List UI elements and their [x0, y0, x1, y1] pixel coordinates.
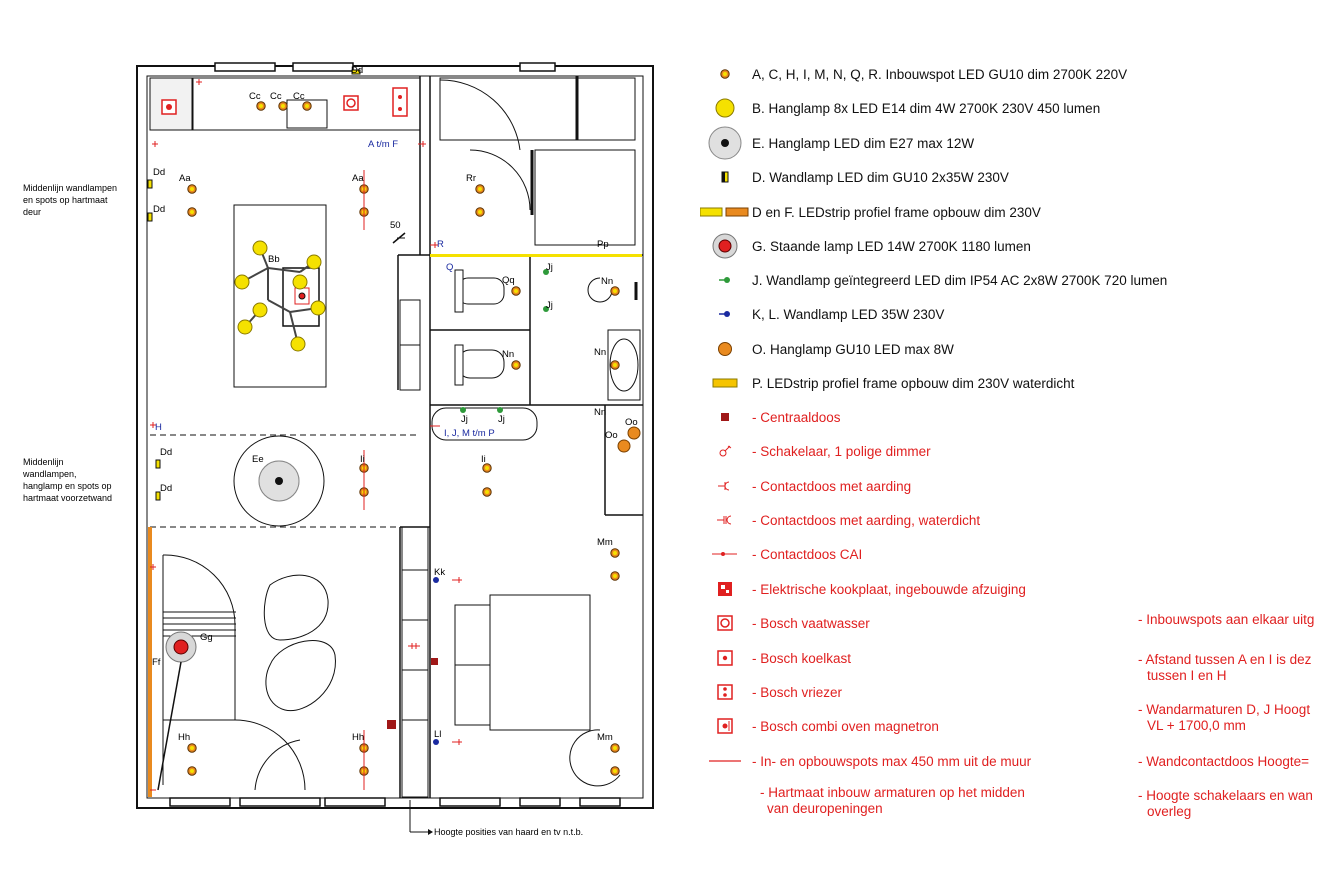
chandelier-bulbs	[235, 241, 325, 351]
right-note-3-l1: - Wandarmaturen D, J Hoogt	[1138, 702, 1311, 717]
label-pp: Pp	[597, 239, 609, 250]
legend-note-line-2: van deuropeningen	[767, 801, 883, 816]
cai-socket-icon	[711, 549, 739, 559]
dimmer-switch-icon	[718, 444, 732, 458]
legend-row-pendant-e	[700, 132, 974, 154]
legend-row-socket-wp	[700, 509, 980, 531]
legend-row-pendant-o	[700, 338, 954, 360]
green-wall-lamp-icon	[718, 275, 732, 285]
legend-row-floor-g	[700, 235, 1031, 257]
legend-row-wall-kl	[700, 303, 944, 325]
legend-text: O. Hanglamp GU10 LED max 8W	[752, 341, 954, 357]
label-dd-4: Dd	[160, 483, 173, 494]
socket-icon	[717, 480, 733, 492]
label-nn-2: Nn	[502, 349, 515, 360]
dishwasher-icon	[717, 615, 733, 631]
living-furniture	[163, 555, 335, 790]
kitchen-island	[234, 205, 326, 387]
legend-text: D en F. LEDstrip profiel frame opbouw dim 230V	[752, 204, 1041, 220]
label-dd-top: Dd	[351, 65, 364, 76]
label-gg: Gg	[200, 632, 213, 643]
label-nn-1: Nn	[601, 276, 614, 287]
legend-text: A, C, H, I, M, N, Q, R. Inbouwspot LED GU10 dim 2700K 220V	[752, 66, 1128, 82]
note-midline1-l2: en spots op hartmaat	[23, 195, 108, 205]
label-aa-2: Aa	[352, 173, 364, 184]
label-oo-2: Oo	[625, 417, 638, 428]
right-note-1-l1: - Inbouwspots aan elkaar uitg	[1138, 612, 1315, 627]
label-aa-1: Aa	[179, 173, 191, 184]
label-hh-2: Hh	[352, 732, 365, 743]
right-note-4-l1: - Wandcontactdoos Hoogte=	[1138, 754, 1309, 769]
label-mm-1: Mm	[597, 537, 613, 548]
label-mm-2: Mm	[597, 732, 613, 743]
red-line-icon	[708, 758, 742, 764]
label-hh-1: Hh	[178, 732, 191, 743]
legend-row-pendant-b	[700, 97, 1100, 119]
label-ff: Ff	[152, 657, 161, 668]
label-dd-3: Dd	[160, 447, 173, 458]
label-fifty: 50	[390, 220, 401, 231]
legend-row-socket	[700, 475, 911, 497]
label-qq: Qq	[502, 275, 515, 286]
label-ii-1: Ii	[360, 454, 365, 465]
note-midline2-l3: hanglamp en spots op	[23, 481, 112, 491]
cabinets	[400, 300, 428, 797]
legend-text: D. Wandlamp LED dim GU10 2x35W 230V	[752, 169, 1009, 185]
junction-box-icon	[719, 411, 731, 423]
legend-row-red-line	[700, 750, 1031, 772]
legend-row-wall-j	[700, 269, 1167, 291]
legend-text: - Contactdoos met aarding, waterdicht	[752, 512, 981, 528]
label-ijm: I, J, M t/m P	[444, 428, 495, 439]
right-note-2-l2: tussen I en H	[1147, 668, 1227, 683]
closets	[440, 76, 635, 245]
socket-waterproof-icon	[716, 514, 734, 526]
note-midline1-l3: deur	[23, 207, 42, 217]
floor-lamp-gg	[158, 632, 196, 790]
led-strip-icon	[700, 206, 750, 218]
label-h: H	[155, 422, 162, 433]
legend-row-strip-df	[700, 201, 1041, 223]
note-midline2-l2: wandlampen,	[23, 469, 77, 479]
label-kk: Kk	[434, 567, 446, 578]
label-jj-1: Jj	[546, 262, 553, 273]
label-r: R	[437, 239, 444, 250]
label-dd-2: Dd	[153, 204, 166, 215]
right-notes	[1138, 612, 1331, 827]
led-strips	[148, 254, 642, 797]
outer-walls	[137, 66, 653, 808]
fridge-icon	[717, 650, 733, 666]
note-midline2-l4: hartmaat voorzetwand	[23, 493, 113, 503]
pendant-yellow-icon	[714, 97, 736, 119]
label-nn-3: Nn	[594, 347, 607, 358]
legend-text: G. Staande lamp LED 14W 2700K 1180 lumen	[752, 238, 1031, 254]
note-midline1-l1: Middenlijn wandlampen	[23, 183, 118, 193]
right-note-2-l1: - Afstand tussen A en I is dez	[1138, 652, 1312, 667]
label-jj-2: Jj	[546, 300, 553, 311]
bed	[455, 595, 620, 786]
legend-text: B. Hanglamp 8x LED E14 dim 4W 2700K 230V 450 lumen	[752, 100, 1101, 116]
legend-text: - Bosch vriezer	[752, 684, 843, 700]
legend-text: P. LEDstrip profiel frame opbouw dim 230V waterdicht	[752, 375, 1075, 391]
label-ee: Ee	[252, 454, 264, 465]
legend-row-spot	[700, 63, 1127, 85]
legend-text: - Bosch koelkast	[752, 650, 852, 666]
legend-row-freezer	[700, 681, 842, 703]
legend-text: - Contactdoos CAI	[752, 546, 863, 562]
freezer-icon	[717, 684, 733, 700]
label-bb: Bb	[268, 254, 280, 265]
label-a-tm-f: A t/m F	[368, 139, 399, 150]
wall-lamp-icon	[720, 171, 730, 183]
label-ii-2: Ii	[481, 454, 486, 465]
plan-labels	[152, 65, 638, 743]
note-midline2-l1: Middenlijn	[23, 457, 64, 467]
pendants-oo	[618, 427, 640, 452]
legend-row-cai	[700, 543, 862, 565]
label-oo-1: Oo	[605, 430, 618, 441]
label-rr: Rr	[466, 173, 477, 184]
right-note-3-l2: VL + 1700,0 mm	[1147, 718, 1246, 733]
label-q: Q	[446, 262, 454, 273]
right-note-5-l1: - Hoogte schakelaars en wan	[1138, 788, 1313, 803]
label-cc-1: Cc	[249, 91, 261, 102]
spot-icon	[718, 67, 732, 81]
blue-wall-lamp-icon	[718, 309, 732, 319]
label-jj-4: Jj	[498, 414, 505, 425]
legend-row-oven	[700, 715, 939, 737]
legend-text: - Bosch combi oven magnetron	[752, 718, 939, 734]
legend-text: - Contactdoos met aarding	[752, 478, 912, 494]
legend-row-junction	[700, 406, 841, 428]
legend-note-line-1: - Hartmaat inbouw armaturen op het midden	[760, 785, 1025, 800]
floor-lamp-icon	[711, 232, 739, 260]
label-cc-3: Cc	[293, 91, 305, 102]
label-jj-3: Jj	[461, 414, 468, 425]
spots	[188, 102, 619, 775]
label-cc-2: Cc	[270, 91, 282, 102]
legend-text: - Elektrische kookplaat, ingebouwde afzuiging	[752, 581, 1026, 597]
pendant-grey-icon	[707, 125, 743, 161]
note-bottom: Hoogte posities van haard en tv n.t.b.	[434, 827, 584, 837]
legend-notes	[760, 785, 1120, 817]
right-note-5-l2: overleg	[1147, 804, 1192, 819]
legend-row-strip-p	[700, 372, 1074, 394]
oven-icon	[717, 718, 733, 734]
legend-row-cooktop	[700, 578, 1026, 600]
legend-row-dishwasher	[700, 612, 870, 634]
legend-text: K, L. Wandlamp LED 35W 230V	[752, 306, 945, 322]
label-ll: Ll	[434, 729, 442, 740]
label-nn-4: Nn	[594, 407, 607, 418]
legend-text: - In- en opbouwspots max 450 mm uit de muur	[752, 753, 1032, 769]
label-dd-1: Dd	[153, 167, 166, 178]
pendant-ee	[259, 461, 299, 501]
legend-row-wall-d	[700, 166, 1009, 188]
orange-pendant-icon	[717, 341, 733, 357]
yellow-strip-icon	[712, 377, 738, 389]
legend-row-fridge	[700, 647, 851, 669]
fifty-marker	[390, 220, 405, 243]
legend-text: - Schakelaar, 1 polige dimmer	[752, 443, 931, 459]
legend-row-dimmer	[700, 440, 931, 462]
legend-text: E. Hanglamp LED dim E27 max 12W	[752, 135, 975, 151]
cooktop-icon	[717, 581, 733, 597]
legend-text: J. Wandlamp geïntegreerd LED dim IP54 AC 2x8W 2700K 720 lumen	[752, 272, 1168, 288]
legend-text: - Bosch vaatwasser	[752, 615, 870, 631]
legend-text: - Centraaldoos	[752, 409, 841, 425]
toilets	[455, 270, 504, 385]
